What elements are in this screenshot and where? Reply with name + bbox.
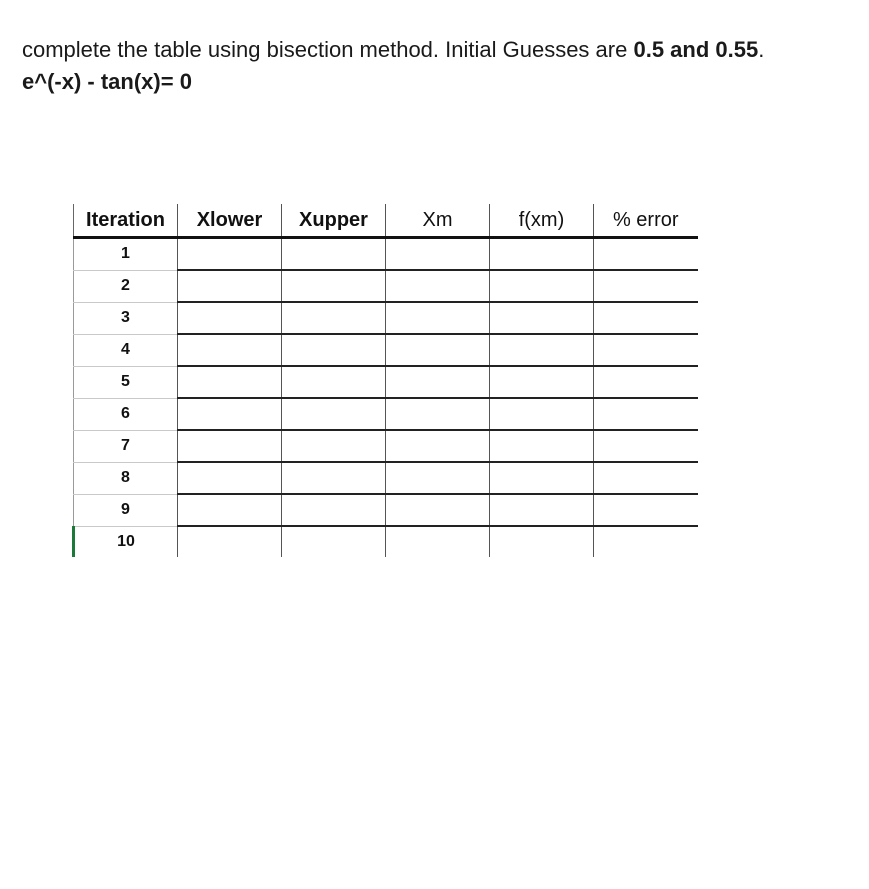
cell-iteration: 8 [74,462,178,494]
cell-xlower[interactable] [178,270,282,302]
bisection-table-container [72,204,698,557]
cell-xupper[interactable] [282,366,386,398]
table-row [74,270,698,302]
problem-line-1 [22,34,862,66]
cell-error[interactable] [594,334,698,366]
table-row [74,238,698,271]
cell-fxm[interactable] [490,302,594,334]
table-row [74,430,698,462]
cell-xm[interactable] [386,334,490,366]
cell-xlower[interactable] [178,238,282,271]
table-row [74,462,698,494]
cell-xupper[interactable] [282,398,386,430]
cell-error[interactable] [594,302,698,334]
table-row [74,494,698,526]
problem-period: . [758,37,765,62]
cell-error[interactable] [594,270,698,302]
cell-xlower[interactable] [178,494,282,526]
problem-instruction: complete the table using bisection method. Initial Guesses are [22,37,634,62]
cell-fxm[interactable] [490,334,594,366]
cell-error[interactable] [594,366,698,398]
equation: e^(-x) - tan(x)= 0 [22,69,192,94]
cell-fxm[interactable] [490,430,594,462]
cell-xm[interactable] [386,462,490,494]
cell-xm[interactable] [386,398,490,430]
cell-error[interactable] [594,398,698,430]
cell-error[interactable] [594,494,698,526]
table-row [74,334,698,366]
header-xupper: Xupper [282,204,386,238]
cell-xupper[interactable] [282,526,386,557]
cell-fxm[interactable] [490,462,594,494]
cell-iteration: 7 [74,430,178,462]
cell-xm[interactable] [386,494,490,526]
table-header-row [74,204,698,238]
cell-xupper[interactable] [282,238,386,271]
cell-iteration: 1 [74,238,178,271]
cell-xm[interactable] [386,302,490,334]
table-body [74,238,698,558]
cell-xlower[interactable] [178,366,282,398]
table-row [74,526,698,557]
cell-xm[interactable] [386,270,490,302]
cell-fxm[interactable] [490,366,594,398]
cell-xupper[interactable] [282,334,386,366]
problem-line-2 [22,66,862,98]
header-iteration: Iteration [74,204,178,238]
cell-xlower[interactable] [178,462,282,494]
problem-statement [22,34,862,98]
table-row [74,398,698,430]
cell-xupper[interactable] [282,270,386,302]
cell-xupper[interactable] [282,494,386,526]
header-xm: Xm [386,204,490,238]
cell-fxm[interactable] [490,270,594,302]
cell-xlower[interactable] [178,430,282,462]
header-xlower: Xlower [178,204,282,238]
cell-xm[interactable] [386,430,490,462]
cell-error[interactable] [594,526,698,557]
cell-error[interactable] [594,462,698,494]
cell-xlower[interactable] [178,302,282,334]
cell-iteration: 2 [74,270,178,302]
cell-xm[interactable] [386,526,490,557]
table-row [74,302,698,334]
cell-xupper[interactable] [282,302,386,334]
cell-xm[interactable] [386,366,490,398]
header-fxm: f(xm) [490,204,594,238]
cell-error[interactable] [594,238,698,271]
cell-fxm[interactable] [490,398,594,430]
bisection-table [72,204,698,557]
cell-xlower[interactable] [178,398,282,430]
cell-iteration: 9 [74,494,178,526]
cell-xlower[interactable] [178,526,282,557]
cell-xupper[interactable] [282,430,386,462]
cell-error[interactable] [594,430,698,462]
cell-fxm[interactable] [490,526,594,557]
cell-iteration: 10 [74,526,178,557]
initial-guesses: 0.5 and 0.55 [633,37,759,62]
header-percent-error: % error [594,204,698,238]
cell-fxm[interactable] [490,494,594,526]
cell-xupper[interactable] [282,462,386,494]
cell-xlower[interactable] [178,334,282,366]
cell-iteration: 3 [74,302,178,334]
cell-fxm[interactable] [490,238,594,271]
cell-iteration: 5 [74,366,178,398]
table-row [74,366,698,398]
cell-iteration: 4 [74,334,178,366]
cell-iteration: 6 [74,398,178,430]
cell-xm[interactable] [386,238,490,271]
